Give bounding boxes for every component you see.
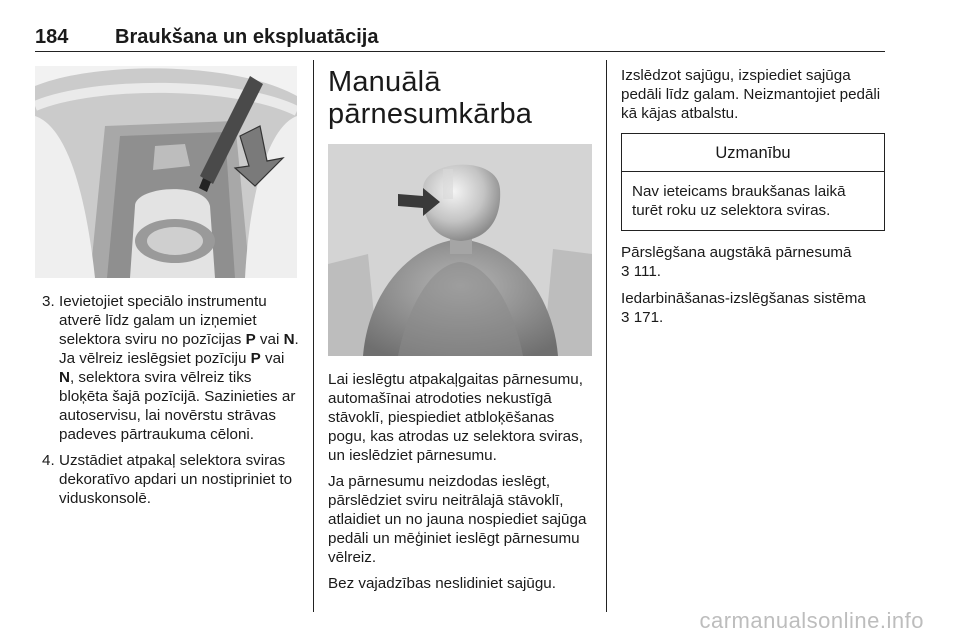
paragraph: Bez vajadzības neslidiniet sajūgu. [328, 575, 556, 592]
caution-text: Nav ieteicams braukšanas laikā turēt roku uz selektora sviras. [632, 183, 846, 219]
reference-page[interactable]: 171. [633, 309, 664, 326]
position-n-label: N [59, 369, 70, 386]
step-number: 3. [42, 293, 55, 310]
position-n-label: N [283, 331, 295, 348]
caution-box [621, 133, 885, 231]
position-p-label: P [245, 331, 256, 348]
watermark: carmanualsonline.info [699, 608, 924, 633]
paragraph: Lai ieslēgtu atpakaļgaitas pārnesumu, automašīnai atrodoties nekustīgā stāvoklī, piespiediet atbloķēšanas pogu, kas atrodas uz selektora sviras, un ieslēdziet pārnesumu. [328, 371, 583, 464]
position-p-label: P [250, 350, 261, 367]
column-divider-1 [313, 60, 314, 612]
page-number: 184 [35, 26, 69, 48]
page-reference-arrow-icon: 3 [621, 309, 630, 326]
list-item [35, 292, 300, 444]
page-header [35, 22, 885, 52]
paragraph: Ja pārnesumu neizdodas ieslēgt, pārslēdziet sviru neitrālajā stāvoklī, atlaidiet un no jauna nospiediet sajūga pedāli un mēģiniet ieslēgt pārnesumu vēlreiz. [328, 473, 587, 566]
gear-lever-illustration [328, 144, 592, 356]
column-2 [328, 66, 593, 593]
column-3 [621, 66, 886, 327]
list-item [35, 451, 300, 508]
procedure-steps [35, 292, 300, 508]
step-text-part: . Ja vēlreiz ieslēgsiet pozīciju [59, 331, 299, 367]
screwdriver-trim-removal-illustration [35, 66, 297, 278]
column-divider-2 [606, 60, 607, 612]
caution-title: Uzmanību [622, 134, 884, 172]
cross-reference: Pārslēgšana augstākā pārnesumā 3 111. [621, 244, 852, 280]
step-text: Uzstādiet atpakaļ selektora sviras dekoratīvo apdari un nostipriniet to viduskonsolē. [59, 452, 293, 507]
section-title: Manuālā pārnesumkārba [328, 66, 533, 130]
chapter-title: Braukšana un ekspluatācija [115, 26, 379, 48]
step-number: 4. [42, 452, 55, 469]
page-reference-arrow-icon: 3 [621, 263, 630, 280]
paragraph: Izslēdzot sajūgu, izspiediet sajūga pedāli līdz galam. Neizmantojiet pedāli kā kājas atbalstu. [621, 67, 881, 122]
reference-page[interactable]: 111. [633, 263, 661, 280]
step-text-part: , selektora svira vēlreiz tiks bloķēta šajā pozīcijā. Sazinieties ar autoservisu, lai novērstu strāvas padeves pārtraukuma cēloni. [59, 369, 296, 443]
step-text-part: Ievietojiet speciālo instrumentu atverē līdz galam un izņemiet selektora sviru no pozīcijas [59, 293, 267, 348]
column-1 [35, 66, 300, 515]
step-text-part: vai [260, 350, 285, 367]
cross-reference: Iedarbināšanas-izslēgšanas sistēma 3 171. [621, 290, 866, 326]
step-text-part: vai [255, 331, 284, 348]
